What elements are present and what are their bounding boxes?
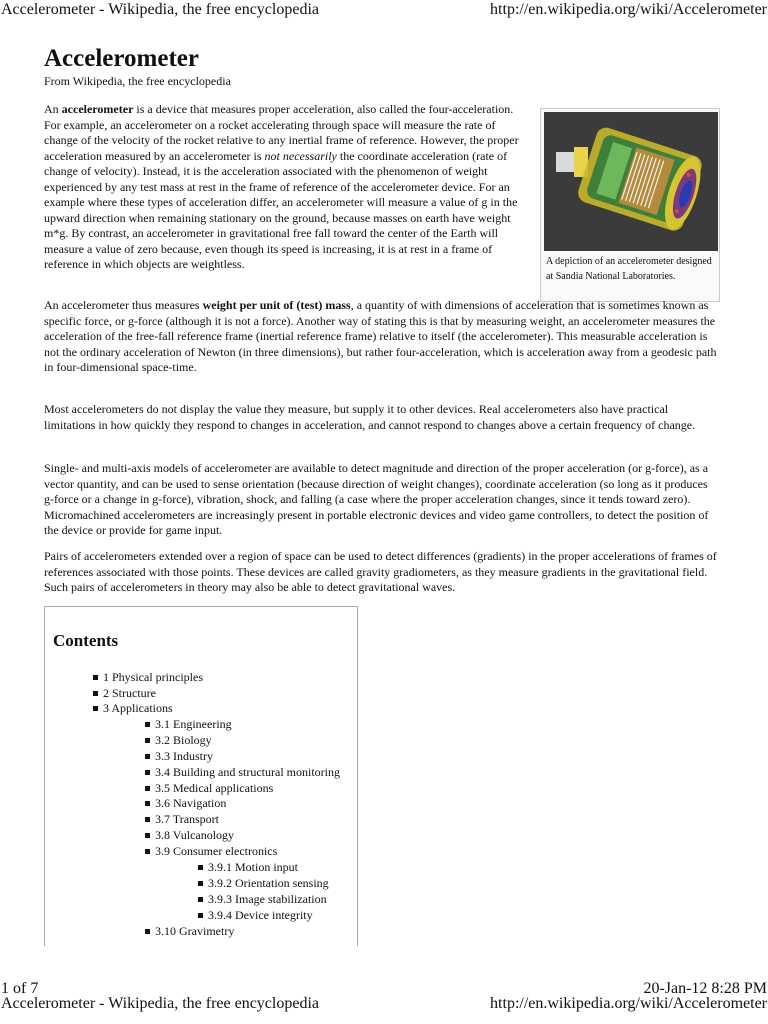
paragraph-3: Most accelerometers do not display the value they measure, but supply it to other devices. Real accelerometers also have practical limitations in how quickly they respond to changes in acceleration, and cannot respond to changes above a certain frequency of change. (44, 402, 696, 432)
bold-term: accelerometer (61, 102, 134, 116)
bullet-icon (145, 849, 150, 854)
bullet-icon (145, 738, 150, 743)
page-subtitle: From Wikipedia, the free encyclopedia (44, 74, 231, 88)
italic-term: not necessarily (264, 148, 337, 163)
figure-caption: A depiction of an accelerometer designed at Sandia National Laboratories. (546, 256, 712, 282)
paragraph-4: Single- and multi-axis models of accelerometer are available to detect magnitude and direction of the proper acceleration (or g-force), as a vector quantity, and can be used to sense orientation (because direction of weight changes), coordinate acceleration (so long as it produces g-force or a change in g-force), vibration, shock, and falling (a case where the proper acceleration changes, since it tends toward zero). Micromachined accelerometers are increasingly present in portable electronic devices and video game controllers, to detect the position of the device or provide for game input. (44, 461, 709, 537)
paragraph-2 (44, 298, 720, 376)
toc-item-vulcanology[interactable]: 3.8 Vulcanology (145, 828, 234, 843)
toc-item-engineering[interactable]: 3.1 Engineering (145, 717, 232, 732)
bullet-icon (145, 754, 150, 759)
paragraph-intro (44, 102, 529, 273)
table-of-contents (44, 606, 358, 946)
toc-item-motion-input[interactable]: 3.9.1 Motion input (198, 860, 298, 875)
header-url[interactable]: http://en.wikipedia.org/wiki/Accelerometer (490, 1, 767, 18)
page-title: Accelerometer (44, 45, 199, 72)
paragraph-5: Pairs of accelerometers extended over a region of space can be used to detect differences (gradients) in the proper accelerations of frames of references associated with those points. These devices are called gravity gradiometers, as they measure gradients in the gravitational field. Such pairs of accelerometers in theory may also be able to detect gravitational waves. (44, 549, 717, 594)
toc-item-medical[interactable]: 3.5 Medical applications (145, 781, 273, 796)
bullet-icon (145, 801, 150, 806)
bold-term: weight per unit of (test) mass (202, 298, 351, 312)
bullet-icon (145, 722, 150, 727)
bullet-icon (145, 929, 150, 934)
toc-item-image-stabilization[interactable]: 3.9.3 Image stabilization (198, 892, 327, 907)
toc-item-biology[interactable]: 3.2 Biology (145, 733, 212, 748)
header-page-title: Accelerometer - Wikipedia, the free encyclopedia (1, 1, 319, 18)
toc-title: Contents (53, 631, 119, 650)
bullet-icon (198, 913, 203, 918)
toc-item-transport[interactable]: 3.7 Transport (145, 812, 219, 827)
footer-datetime: 20-Jan-12 8:28 PM (643, 980, 767, 997)
bullet-icon (93, 706, 98, 711)
bullet-icon (145, 833, 150, 838)
toc-item-building-monitoring[interactable]: 3.4 Building and structural monitoring (145, 765, 340, 780)
toc-item-applications[interactable]: 3 Applications (93, 701, 173, 716)
toc-item-orientation-sensing[interactable]: 3.9.2 Orientation sensing (198, 876, 329, 891)
toc-item-navigation[interactable]: 3.6 Navigation (145, 796, 226, 811)
bullet-icon (198, 865, 203, 870)
toc-item-industry[interactable]: 3.3 Industry (145, 749, 213, 764)
bullet-icon (198, 881, 203, 886)
accelerometer-image[interactable] (544, 112, 718, 251)
text-run: is a device that measures proper acceleration, also called the four-acceleration. For example, an accelerometer on a rocket accelerating through space will measure the rate of change of the velocity of the rocket relative to any inertial frame of reference. However, the proper acceleration measured by an accelerometer is (44, 102, 519, 163)
toc-item-physical-principles[interactable]: 1 Physical principles (93, 670, 203, 685)
text-run: , a quantity of with dimensions of acceleration that is sometimes known as specific force, or g-force (although it is not a force). Another way of stating this is that by measuring weight, an accelerometer measures the acceleration of the free-fall reference frame (inertial reference frame) relative to itself (the accelerometer). This measurable acceleration is not the ordinary acceleration of Newton (in three dimensions), but rather four-acceleration, which is acceleration away from a geodesic path in four-dimensional space-time. (44, 298, 717, 374)
figure-thumbnail (540, 108, 720, 302)
toc-item-structure[interactable]: 2 Structure (93, 686, 156, 701)
bullet-icon (198, 897, 203, 902)
toc-item-consumer-electronics[interactable]: 3.9 Consumer electronics (145, 844, 277, 859)
toc-item-device-integrity[interactable]: 3.9.4 Device integrity (198, 908, 313, 923)
bullet-icon (93, 691, 98, 696)
text-run: An (44, 102, 62, 116)
toc-item-gravimetry[interactable]: 3.10 Gravimetry (145, 924, 234, 939)
text-run: the coordinate acceleration (rate of change of velocity). Instead, it is the acceleration associated with the phenomenon of weight experienced by any test mass at rest in the frame of reference of the accelerometer device. For an example where these types of acceleration differ, an accelerometer will measure a value of g in the upward direction when remaining stationary on the ground, because masses on earth have weight m*g. By contrast, an accelerometer in gravitational free fall toward the center of the Earth will measure a value of zero because, even though its speed is increasing, it is at rest in a frame of reference in which objects are weightless. (44, 148, 518, 271)
bullet-icon (145, 770, 150, 775)
bullet-icon (145, 786, 150, 791)
bullet-icon (93, 675, 98, 680)
footer-page-number: 1 of 7 (1, 980, 39, 997)
footer-url[interactable]: http://en.wikipedia.org/wiki/Accelerometer (490, 995, 767, 1012)
bullet-icon (145, 817, 150, 822)
text-run: An accelerometer thus measures (44, 298, 203, 312)
footer-page-title: Accelerometer - Wikipedia, the free encyclopedia (1, 995, 319, 1012)
